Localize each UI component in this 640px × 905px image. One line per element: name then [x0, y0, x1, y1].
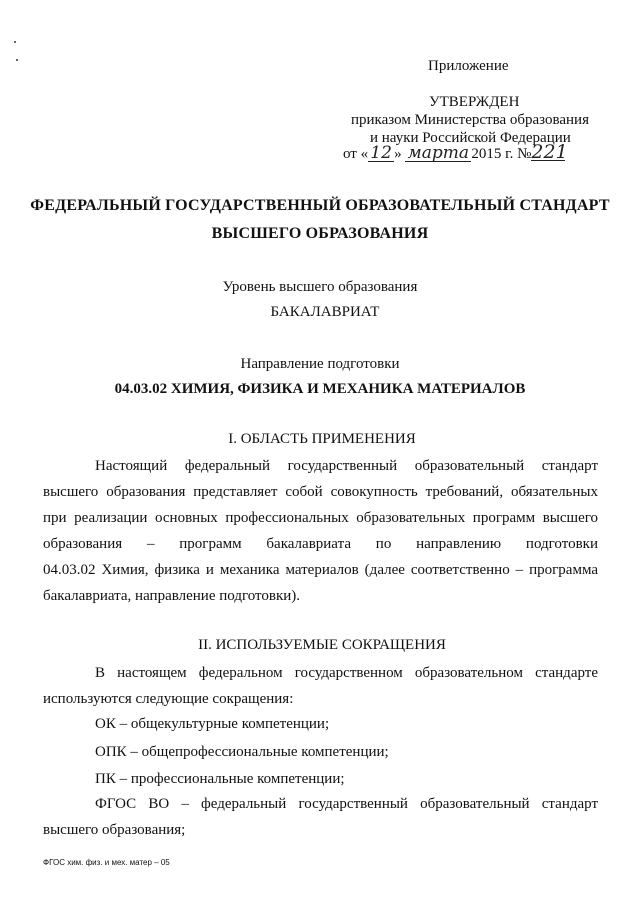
- order-line-2: и науки Российской Федерации: [370, 130, 571, 146]
- page-footer: ФГОС хим. физ. и мех. матер – 05: [43, 858, 170, 867]
- paragraph-line: используются следующие сокращения:: [43, 691, 294, 707]
- date-prefix: от «: [343, 146, 369, 162]
- order-date-line: [343, 141, 568, 163]
- level-label: Уровень высшего образования: [222, 279, 418, 295]
- abbr-pk: ПК – профессиональные компетенции;: [95, 771, 345, 787]
- scan-dot: [16, 59, 18, 61]
- direction-value: 04.03.02 ХИМИЯ, ФИЗИКА И МЕХАНИКА МАТЕРИАЛОВ: [114, 381, 526, 397]
- section-1-paragraph: [43, 453, 598, 609]
- paragraph-line: при реализации основных профессиональных образовательных программ высшего: [43, 510, 598, 526]
- document-title-line-2: ВЫСШЕГО ОБРАЗОВАНИЯ: [211, 225, 429, 242]
- approved-label: УТВЕРЖДЕН: [429, 94, 520, 110]
- direction-label: Направление подготовки: [240, 356, 400, 372]
- paragraph-line: 04.03.02 Химия, физика и механика материалов (далее соответственно – программа: [43, 562, 598, 578]
- paragraph-line: образования – программ бакалавриата по направлению подготовки: [43, 536, 598, 552]
- section-1-heading: I. ОБЛАСТЬ ПРИМЕНЕНИЯ: [228, 431, 416, 447]
- paragraph-line: Настоящий федеральный государственный образовательный стандарт: [95, 458, 598, 474]
- level-value: БАКАЛАВРИАТ: [270, 304, 380, 320]
- paragraph-line: ФГОС ВО – федеральный государственный образовательный стандарт: [95, 796, 598, 812]
- document-title-line-1: ФЕДЕРАЛЬНЫЙ ГОСУДАРСТВЕННЫЙ ОБРАЗОВАТЕЛЬНЫЙ СТАНДАРТ: [30, 197, 610, 214]
- handwritten-month: марта: [405, 145, 471, 162]
- paragraph-line: высшего образования представляет собой совокупность требований, обязательных: [43, 484, 598, 500]
- abbr-fgos: [43, 791, 598, 843]
- year-text: 2015 г. №: [471, 146, 532, 162]
- abbr-opk: ОПК – общепрофессиональные компетенции;: [95, 744, 389, 760]
- appendix-label: Приложение: [428, 58, 509, 74]
- date-mid: »: [394, 146, 402, 162]
- order-line-1: приказом Министерства образования: [351, 112, 589, 128]
- section-2-intro: [43, 660, 598, 712]
- scan-dot: [14, 41, 16, 43]
- paragraph-line: бакалавриата, направление подготовки).: [43, 588, 301, 604]
- handwritten-number: 221: [531, 141, 568, 163]
- paragraph-line: В настоящем федеральном государственном образовательном стандарте: [95, 665, 598, 681]
- paragraph-line: высшего образования;: [43, 822, 186, 838]
- handwritten-day: 12: [368, 145, 394, 162]
- section-2-heading: II. ИСПОЛЬЗУЕМЫЕ СОКРАЩЕНИЯ: [198, 637, 446, 653]
- abbr-ok: ОК – общекультурные компетенции;: [95, 716, 330, 732]
